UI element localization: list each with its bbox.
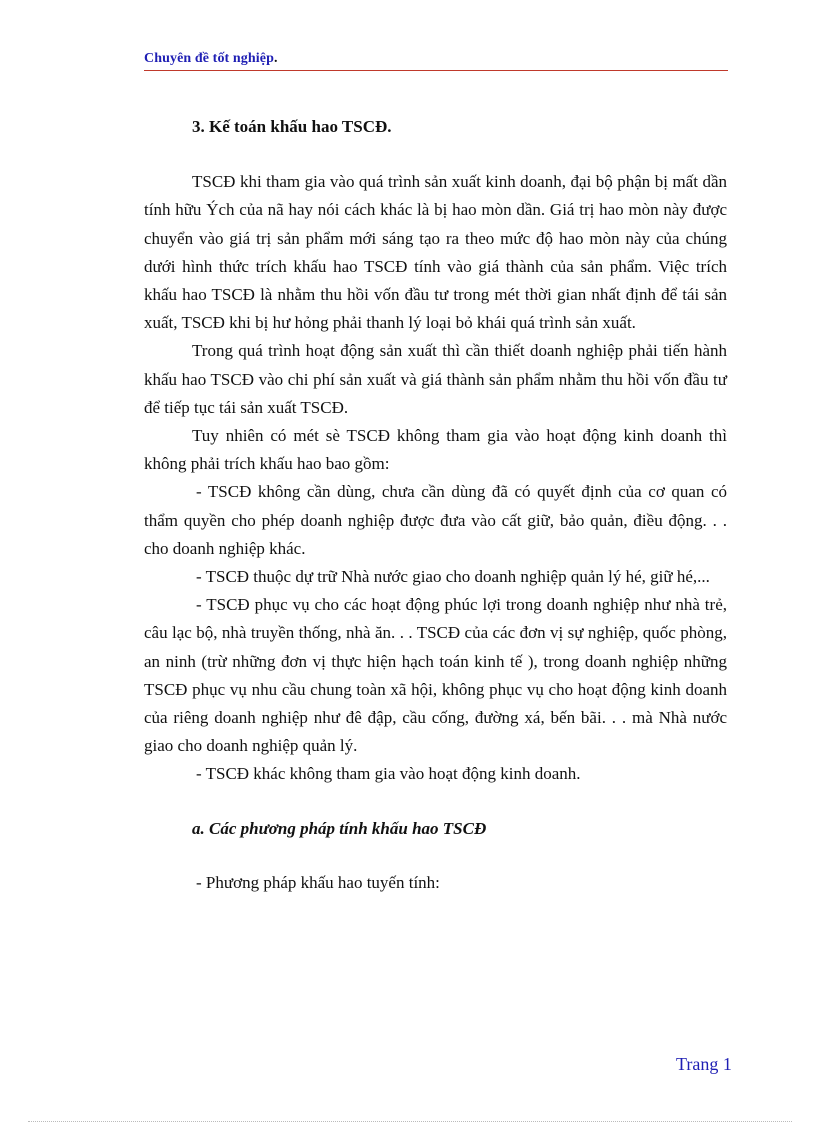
header-divider bbox=[144, 70, 728, 71]
body-paragraph: TSCĐ khi tham gia vào quá trình sản xuất kinh doanh, đại bộ phận bị mất dần tính hữu Ých của nã hay nói cách khác là bị hao mòn dần. Giá trị hao mòn này được chuyển vào giá trị sản phẩm mới sáng tạo ra theo mức độ hao mòn này của chúng dưới hình thức trích khấu hao TSCĐ tính vào giá thành của sản phẩm. Việc trích khấu hao TSCĐ là nhằm thu hồi vốn đầu tư trong mét thời gian nhất định để tái sản xuất, TSCĐ khi bị hư hỏng phải thanh lý loại bỏ khái quá trình sản xuất. bbox=[144, 172, 727, 333]
running-header bbox=[144, 51, 278, 67]
header-dot: . bbox=[273, 51, 278, 66]
page-number: Trang 1 bbox=[676, 1054, 732, 1074]
list-item: - TSCĐ phục vụ cho các hoạt động phúc lợi trong doanh nghiệp như nhà trẻ, câu lạc bộ, nhà truyền thống, nhà ăn. . . TSCĐ của các đơn vị sự nghiệp, quốc phòng, an ninh (trừ những đơn vị thực hiện hạch toán kinh tế ), trong doanh nghiệp những TSCĐ phục vụ nhu cầu chung toàn xã hội, không phục vụ cho hoạt động kinh doanh của riêng doanh nghiệp như đê đập, cầu cống, đường xá, bến bãi. . . mà Nhà nước giao cho doanh nghiệp quản lý. bbox=[144, 595, 727, 756]
list-item: - TSCĐ thuộc dự trữ Nhà nước giao cho doanh nghiệp quản lý hé, giữ hé,... bbox=[196, 567, 710, 587]
header-title: Chuyên đề tốt nghiệp bbox=[144, 51, 274, 66]
body-paragraph: Trong quá trình hoạt động sản xuất thì cần thiết doanh nghiệp phải tiến hành khấu hao TSCĐ vào chi phí sản xuất và giá thành sản phẩm nhằm thu hồi vốn đầu tư để tiếp tục tái sản xuất TSCĐ. bbox=[144, 341, 727, 417]
footer-divider bbox=[28, 1121, 792, 1122]
list-item: - TSCĐ khác không tham gia vào hoạt động kinh doanh. bbox=[196, 764, 581, 784]
body-paragraph: Tuy nhiên có mét sè TSCĐ không tham gia vào hoạt động kinh doanh thì không phải trích khấu hao bao gồm: bbox=[144, 426, 727, 474]
section-heading: 3. Kế toán khấu hao TSCĐ. bbox=[192, 117, 392, 136]
method-line: - Phương pháp khấu hao tuyến tính: bbox=[196, 872, 440, 892]
document-body bbox=[144, 113, 727, 897]
subsection-heading: a. Các phương pháp tính khấu hao TSCĐ bbox=[192, 818, 487, 838]
list-item: - TSCĐ không cần dùng, chưa cần dùng đã có quyết định của cơ quan có thẩm quyền cho phép doanh nghiệp được đưa vào cất giữ, bảo quản, điều động. . . cho doanh nghiệp khác. bbox=[144, 482, 727, 558]
